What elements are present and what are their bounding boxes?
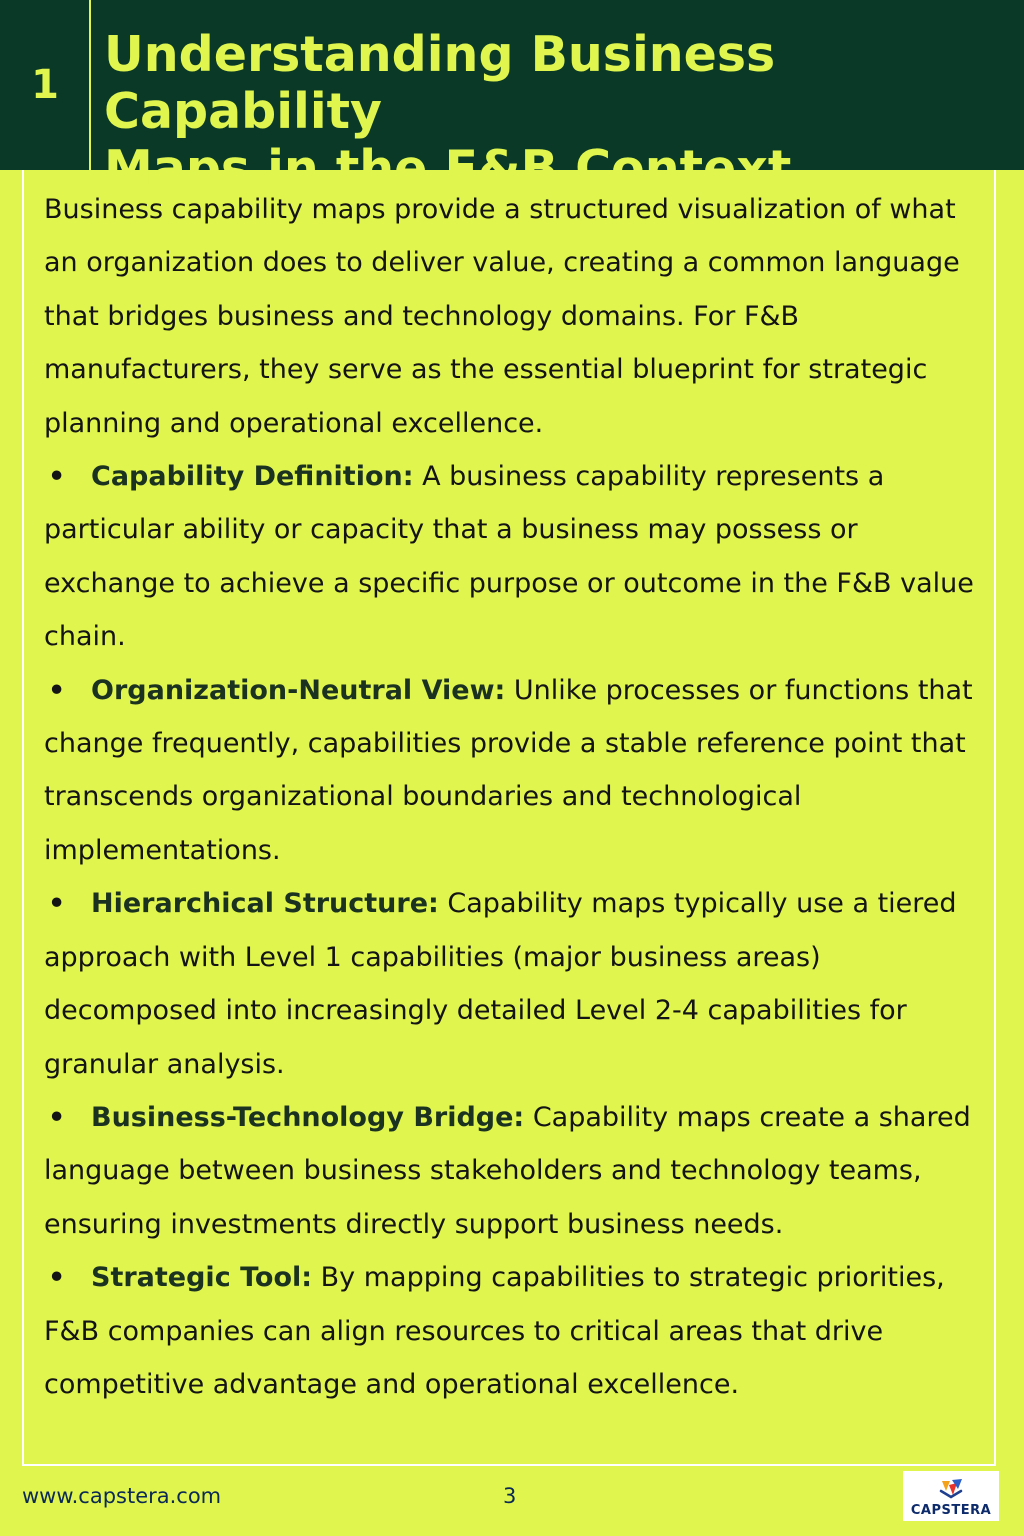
list-item bbox=[44, 877, 994, 1091]
bullet-text: Unlike processes or functions that change frequently, capabilities provide a stable reference point that transcends organizational boundaries and technological implementations. bbox=[44, 674, 973, 866]
list-item bbox=[44, 1091, 994, 1251]
page-header bbox=[0, 0, 1024, 197]
bullet-icon: • bbox=[48, 674, 66, 706]
list-item bbox=[44, 450, 994, 664]
page-number: 3 bbox=[503, 1484, 517, 1508]
bullet-title: Hierarchical Structure: bbox=[91, 888, 439, 920]
bullet-title: Business-Technology Bridge: bbox=[91, 1101, 525, 1133]
page-title-line-2: Maps in the F&B Context bbox=[104, 140, 792, 197]
bullet-list bbox=[44, 450, 994, 1411]
logo-wordmark: CAPSTERA bbox=[910, 1503, 992, 1518]
content-body bbox=[44, 183, 994, 1411]
bullet-title: Capability Definition: bbox=[91, 461, 414, 493]
capstera-logo bbox=[903, 1471, 999, 1521]
bullet-text: A business capability represents a particular ability or capacity that a business may possess or exchange to achieve a specific purpose or outcome in the F&B value chain. bbox=[44, 461, 974, 653]
header-divider bbox=[89, 0, 91, 170]
bullet-icon: • bbox=[48, 461, 66, 493]
section-number: 1 bbox=[31, 62, 59, 108]
bullet-icon: • bbox=[48, 1262, 66, 1294]
bullet-text: By mapping capabilities to strategic priorities, F&B companies can align resources to critical areas that drive competitive advantage and operational excellence. bbox=[44, 1262, 945, 1400]
bullet-title: Organization-Neutral View: bbox=[91, 674, 506, 706]
list-item bbox=[44, 664, 994, 878]
bullet-text: Capability maps create a shared language between business stakeholders and technology teams, ensuring investments directly support business needs. bbox=[44, 1101, 971, 1240]
list-item bbox=[44, 1251, 994, 1411]
capstera-logo-icon bbox=[936, 1477, 966, 1503]
website-link[interactable]: www.capstera.com bbox=[22, 1484, 222, 1508]
bullet-title: Strategic Tool: bbox=[91, 1262, 313, 1294]
intro-paragraph: Business capability maps provide a structured visualization of what an organization does to deliver value, creating a common language that bridges business and technology domains. For F&B manufacturers, they serve as the essential blueprint for strategic planning and operational excellence. bbox=[44, 194, 960, 439]
bullet-icon: • bbox=[48, 888, 66, 920]
page-title-line-1: Understanding Business Capability bbox=[104, 26, 776, 140]
bullet-icon: • bbox=[48, 1101, 66, 1133]
bullet-text: Capability maps typically use a tiered approach with Level 1 capabilities (major business areas) decomposed into increasingly detailed Level 2-4 capabilities for granular analysis. bbox=[44, 888, 957, 1080]
